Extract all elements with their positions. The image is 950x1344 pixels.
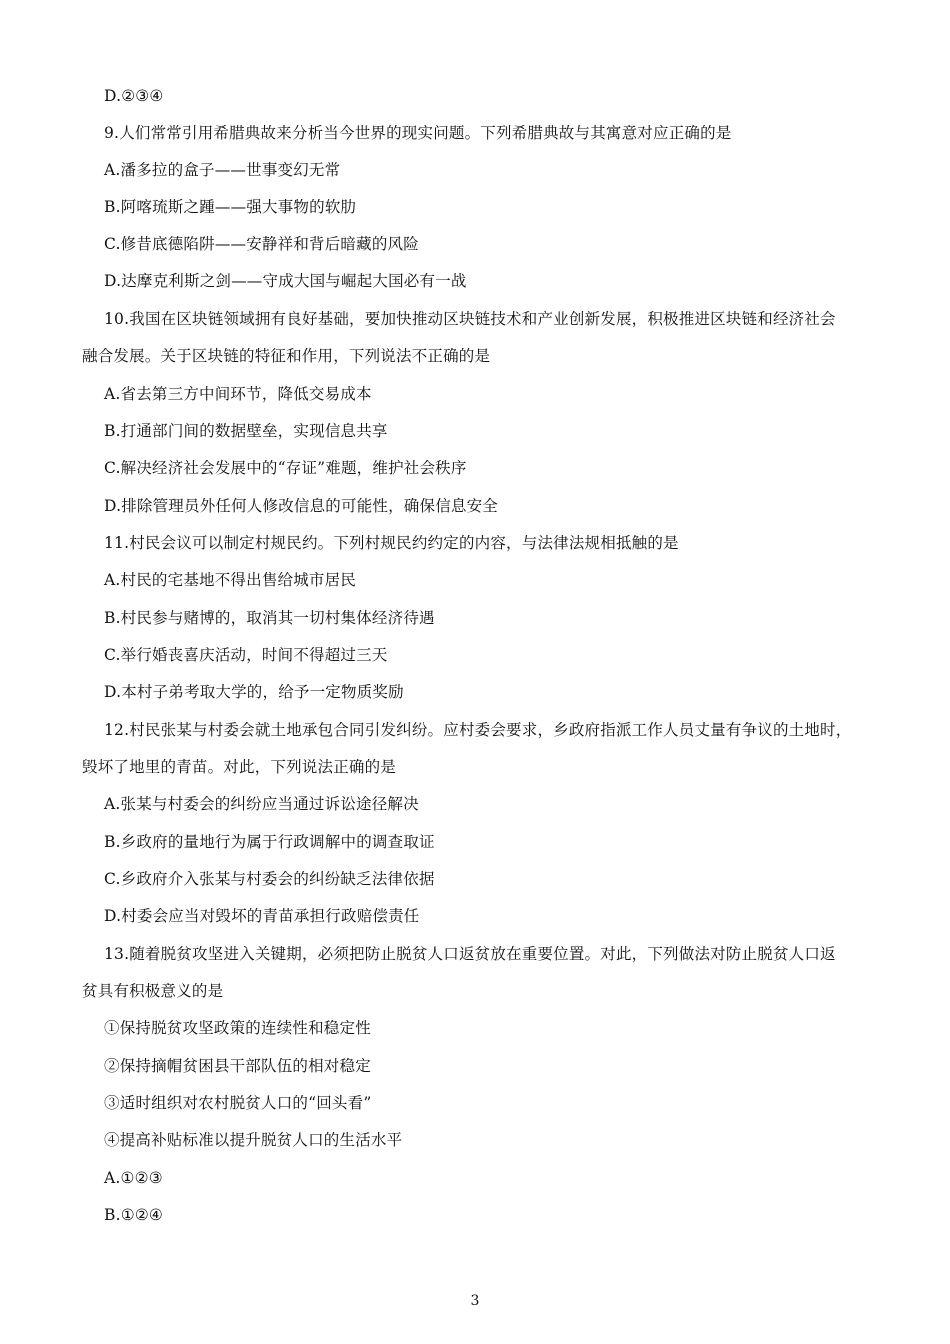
q10-stem: 10.我国在区块链领域拥有良好基础，要加快推动区块链技术和产业创新发展，积极推进区块链和经济社会	[104, 310, 836, 328]
q9-option-b: B.阿喀琉斯之踵——强大事物的软肋	[104, 198, 357, 216]
q11-option-b: B.村民参与赌博的，取消其一切村集体经济待遇	[104, 609, 435, 627]
q12-option-d: D.村委会应当对毁坏的青苗承担行政赔偿责任	[104, 907, 420, 925]
q12-option-b: B.乡政府的量地行为属于行政调解中的调查取证	[104, 833, 435, 851]
q13-statement-2: ②保持摘帽贫困县干部队伍的相对稳定	[104, 1057, 371, 1075]
q13-stem-continued: 贫具有积极意义的是	[82, 982, 224, 1000]
q13-statement-4: ④提高补贴标准以提升脱贫人口的生活水平	[104, 1131, 403, 1149]
q10-stem-continued: 融合发展。关于区块链的特征和作用，下列说法不正确的是	[82, 347, 491, 365]
q8-option-d: D.②③④	[104, 87, 164, 105]
q10-option-a: A.省去第三方中间环节，降低交易成本	[104, 385, 372, 403]
q13-statement-1: ①保持脱贫攻坚政策的连续性和稳定性	[104, 1019, 371, 1037]
q9-option-c: C.修昔底德陷阱——安静祥和背后暗藏的风险	[104, 235, 419, 253]
q12-stem-continued: 毁坏了地里的青苗。对此，下列说法正确的是	[82, 758, 397, 776]
q13-option-a: A.①②③	[104, 1169, 163, 1187]
q9-option-a: A.潘多拉的盒子——世事变幻无常	[104, 161, 341, 179]
q11-option-d: D.本村子弟考取大学的，给予一定物质奖励	[104, 683, 404, 701]
page-number: 3	[470, 1293, 480, 1309]
q11-option-c: C.举行婚丧喜庆活动，时间不得超过三天	[104, 646, 388, 664]
q13-stem: 13.随着脱贫攻坚进入关键期，必须把防止脱贫人口返贫放在重要位置。对此，下列做法对防止脱贫人口返	[104, 945, 836, 963]
q13-statement-3: ③适时组织对农村脱贫人口的“回头看”	[104, 1094, 372, 1112]
q11-option-a: A.村民的宅基地不得出售给城市居民	[104, 571, 357, 589]
q10-option-d: D.排除管理员外任何人修改信息的可能性，确保信息安全	[104, 497, 499, 515]
q9-stem: 9.人们常常引用希腊典故来分析当今世界的现实问题。下列希腊典故与其寓意对应正确的是	[104, 124, 732, 142]
q9-option-d: D.达摩克利斯之剑——守成大国与崛起大国必有一战	[104, 272, 467, 290]
q13-option-b: B.①②④	[104, 1206, 164, 1224]
q10-option-b: B.打通部门间的数据壁垒，实现信息共享	[104, 422, 388, 440]
q11-stem: 11.村民会议可以制定村规民约。下列村规民约约定的内容，与法律法规相抵触的是	[104, 534, 679, 552]
q10-option-c: C.解决经济社会发展中的“存证”难题，维护社会秩序	[104, 459, 467, 477]
q12-stem: 12.村民张某与村委会就土地承包合同引发纠纷。应村委会要求，乡政府指派工作人员丈量有争议的土地时，	[104, 721, 852, 739]
q12-option-c: C.乡政府介入张某与村委会的纠纷缺乏法律依据	[104, 870, 435, 888]
q12-option-a: A.张某与村委会的纠纷应当通过诉讼途径解决	[104, 795, 419, 813]
